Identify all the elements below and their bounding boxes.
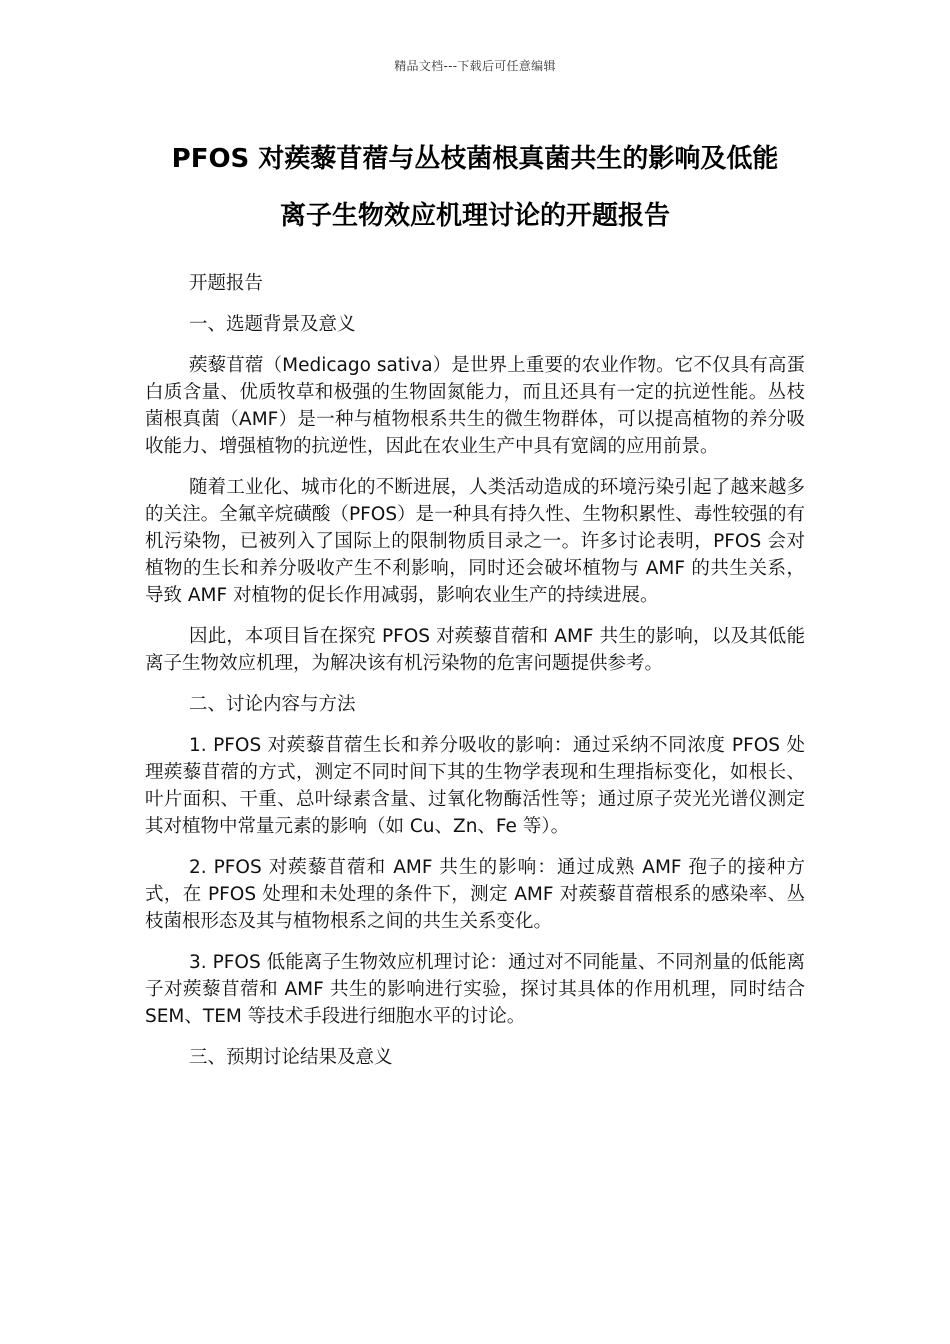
section-heading-expected-results: 三、预期讨论结果及意义	[189, 1047, 393, 1068]
document-title-line-1: PFOS 对蒺藜苜蓿与丛枝菌根真菌共生的影响及低能	[171, 144, 779, 174]
header-note: 精品文档---下载后可任意编辑	[394, 59, 556, 73]
report-label: 开题报告	[189, 273, 264, 294]
paragraph-method-2: 2. PFOS 对蒺藜苜蓿和 AMF 共生的影响：通过成熟 AMF 孢子的接种方式，在 PFOS 处理和未处理的条件下，测定 AMF 对蒺藜苜蓿根系的感染率、丛枝菌根形态及其与植物根系之间的共生关系变化。	[145, 857, 805, 932]
section-heading-background: 一、选题背景及意义	[189, 314, 356, 335]
section-heading-methods: 二、讨论内容与方法	[189, 694, 356, 715]
paragraph-pfos-pollution: 随着工业化、城市化的不断进展，人类活动造成的环境污染引起了越来越多的关注。全氟辛烷磺酸（PFOS）是一种具有持久性、生物积累性、毒性较强的有机污染物，已被列入了国际上的限制物质目录之一。许多讨论表明，PFOS 会对植物的生长和养分吸收产生不利影响，同时还会破坏植物与 AMF 的共生关系，导致 AMF 对植物的促长作用减弱，影响农业生产的持续进展。	[145, 477, 805, 606]
paragraph-method-3: 3. PFOS 低能离子生物效应机理讨论：通过对不同能量、不同剂量的低能离子对蒺藜苜蓿和 AMF 共生的影响进行实验，探讨其具体的作用机理，同时结合 SEM、TEM 等技术手段进行细胞水平的讨论。	[145, 952, 805, 1027]
paragraph-method-1: 1. PFOS 对蒺藜苜蓿生长和养分吸收的影响：通过采纳不同浓度 PFOS 处理蒺藜苜蓿的方式，测定不同时间下其的生物学表现和生理指标变化，如根长、叶片面积、干重、总叶绿素含量、过氧化物酶活性等；通过原子荧光光谱仪测定其对植物中常量元素的影响（如 Cu、Zn、Fe 等）。	[145, 735, 805, 837]
document-title-line-2: 离子生物效应机理讨论的开题报告	[279, 201, 670, 231]
paragraph-project-aim: 因此，本项目旨在探究 PFOS 对蒺藜苜蓿和 AMF 共生的影响，以及其低能离子生物效应机理，为解决该有机污染物的危害问题提供参考。	[145, 626, 805, 674]
document-body	[145, 270, 805, 1085]
paragraph-medicago-amf: 蒺藜苜蓿（Medicago sativa）是世界上重要的农业作物。它不仅具有高蛋白质含量、优质牧草和极强的生物固氮能力，而且还具有一定的抗逆性能。丛枝菌根真菌（AMF）是一种与植物根系共生的微生物群体，可以提高植物的养分吸收能力、增强植物的抗逆性，因此在农业生产中具有宽阔的应用前景。	[145, 355, 805, 457]
